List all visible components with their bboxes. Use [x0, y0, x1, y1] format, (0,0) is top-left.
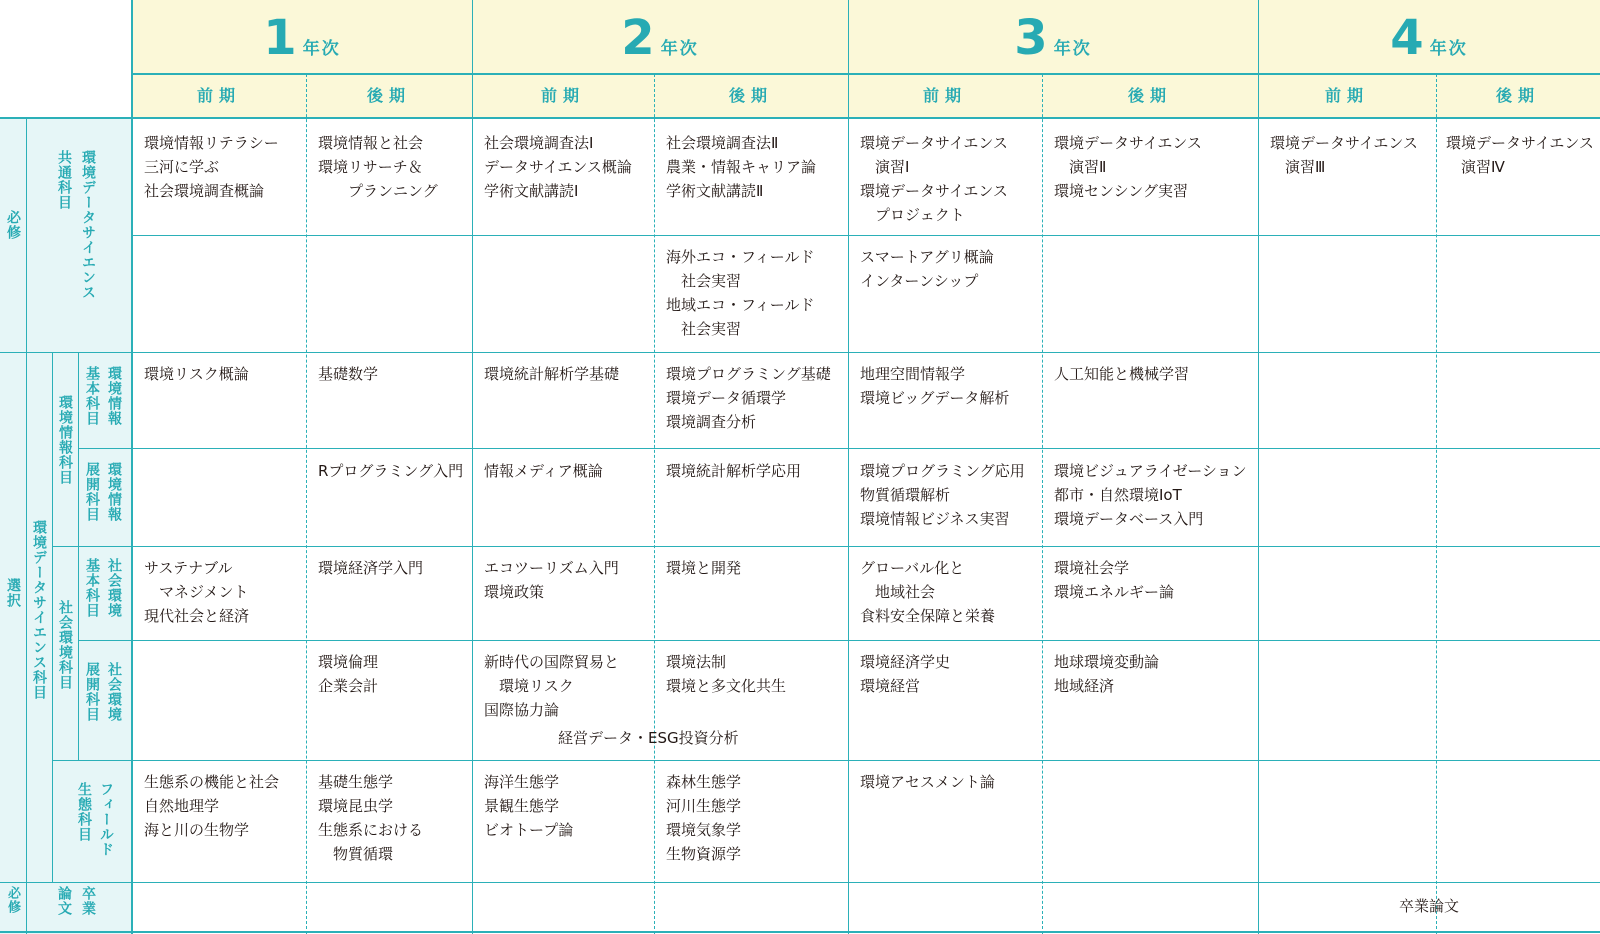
grid-line	[0, 931, 1600, 933]
grid-line	[132, 73, 1600, 75]
field-subject-label: 生態科目	[76, 782, 92, 842]
grid-line	[78, 448, 1600, 449]
course-cell: 環境倫理 企業会計	[318, 653, 379, 695]
course-cell: 環境プログラミング応用 物質循環解析 環境情報ビジネス実習	[860, 462, 1025, 528]
info-basic-label-b: 環境情報	[106, 366, 122, 426]
social-basic-label: 基本科目	[84, 558, 100, 618]
grid-line	[1436, 74, 1437, 934]
course-cell: 環境データサイエンス 演習Ⅳ	[1446, 134, 1594, 176]
grid-line	[78, 352, 79, 760]
course-cell: 環境経済学史 環境経営	[860, 653, 951, 695]
course-cell: 海外エコ・フィールド 社会実習 地域エコ・フィールド 社会実習	[666, 248, 815, 338]
required-bottom-label: 必修	[5, 886, 20, 914]
grid-line	[52, 760, 1600, 761]
grid-line	[26, 118, 27, 934]
year-3-label	[848, 8, 1258, 68]
year-number: 1	[263, 10, 297, 66]
year-2-label	[472, 8, 848, 68]
year-4-label	[1258, 8, 1600, 68]
course-cell: 環境情報と社会 環境リサーチ＆ プランニング	[318, 134, 438, 200]
thesis-cell: 卒業論文	[1398, 897, 1459, 915]
elective-group-label: 環境データサイエンス科目	[31, 520, 47, 700]
term-label: 前期	[1324, 86, 1369, 105]
course-cell: 環境社会学 環境エネルギー論	[1054, 559, 1175, 601]
year-suffix: 年次	[1429, 39, 1468, 59]
term-label: 前期	[196, 86, 241, 105]
course-cell: 環境と開発	[666, 559, 742, 577]
year-number: 2	[621, 10, 655, 66]
course-cell: 環境アセスメント論	[860, 773, 995, 791]
year-suffix: 年次	[302, 39, 341, 59]
course-cell: 環境情報リテラシー 三河に学ぶ 社会環境調査概論	[144, 134, 279, 200]
term-label: 後期	[1127, 86, 1172, 105]
year-number: 4	[1390, 10, 1424, 66]
social-advanced-label-b: 社会環境	[106, 662, 122, 722]
grid-line	[52, 546, 1600, 547]
course-cell: 環境ビジュアライゼーション 都市・自然環境IoT 環境データベース入門	[1054, 462, 1247, 528]
grid-line	[0, 352, 1600, 353]
course-cell: 環境データサイエンス 演習Ⅱ 環境センシング実習	[1054, 134, 1202, 200]
course-cell: 基礎数学	[318, 365, 379, 383]
grid-line	[0, 117, 1600, 119]
year-1-label	[132, 8, 472, 68]
social-basic-label-b: 社会環境	[106, 558, 122, 618]
course-cell: 地理空間情報学 環境ビッグデータ解析	[860, 365, 1010, 407]
thesis-label: 論文	[56, 886, 72, 916]
term-label: 後期	[366, 86, 411, 105]
course-cell: 環境統計解析学基礎	[484, 365, 620, 383]
course-cell: 地球環境変動論 地域経済	[1054, 653, 1160, 695]
course-cell: 人工知能と機械学習	[1054, 365, 1190, 383]
field-subject-label-b: フィールド	[98, 782, 114, 857]
course-cell: 生態系の機能と社会 自然地理学 海と川の生物学	[144, 773, 280, 839]
course-cell: 環境経済学入門	[318, 559, 424, 577]
course-cell: Rプログラミング入門	[318, 462, 464, 480]
course-cell: 環境統計解析学応用	[666, 462, 802, 480]
grid-line	[78, 640, 1600, 641]
course-cell: 環境データサイエンス 演習Ⅲ	[1270, 134, 1418, 176]
year-suffix: 年次	[1053, 39, 1092, 59]
elective-label: 選択	[5, 578, 21, 608]
term-label: 前期	[922, 86, 967, 105]
course-cell: 森林生態学 河川生態学 環境気象学 生物資源学	[666, 773, 742, 863]
social-advanced-label: 展開科目	[84, 662, 100, 722]
course-cell: グローバル化と 地域社会 食料安全保障と栄養	[860, 559, 996, 625]
course-cell: 基礎生態学 環境昆虫学 生態系における 物質循環	[318, 773, 424, 863]
year-number: 3	[1014, 10, 1048, 66]
term-label: 前期	[540, 86, 585, 105]
course-cell: 環境法制 環境と多文化共生	[666, 653, 787, 695]
course-cell: 社会環境調査法Ⅰ データサイエンス概論 学術文献講読Ⅰ	[484, 134, 632, 200]
social-group-label: 社会環境科目	[57, 600, 73, 690]
grid-line	[1042, 74, 1043, 934]
required-label: 必修	[5, 210, 21, 240]
grid-line	[52, 352, 53, 882]
course-cell: エコツーリズム入門 環境政策	[484, 559, 619, 601]
course-cell: 環境リスク概論	[144, 365, 249, 383]
grid-line	[0, 882, 1600, 883]
term-label: 後期	[1495, 86, 1540, 105]
info-group-label: 環境情報科目	[57, 395, 73, 485]
grid-line	[1258, 0, 1259, 934]
thesis-label-b: 卒業	[80, 886, 96, 916]
info-advanced-label: 展開科目	[84, 462, 100, 522]
common-subject-label-b: 環境データサイエンス	[80, 150, 96, 300]
term-label: 後期	[728, 86, 773, 105]
grid-line	[132, 235, 1600, 236]
grid-line	[654, 74, 655, 934]
course-cell: 新時代の国際貿易と 環境リスク 国際協力論	[484, 653, 620, 719]
course-cell: 社会環境調査法Ⅱ 農業・情報キャリア論 学術文献講読Ⅱ	[666, 134, 817, 200]
common-subject-label: 共通科目	[56, 150, 72, 210]
course-cell: 環境プログラミング基礎 環境データ循環学 環境調査分析	[666, 365, 831, 431]
info-advanced-label-b: 環境情報	[106, 462, 122, 522]
grid-line	[848, 0, 849, 934]
info-basic-label: 基本科目	[84, 366, 100, 426]
grid-line	[131, 0, 133, 934]
course-cell: 環境データサイエンス 演習Ⅰ 環境データサイエンス プロジェクト	[860, 134, 1008, 224]
course-cell: 情報メディア概論	[484, 462, 603, 480]
grid-line	[306, 74, 307, 934]
spanning-course-cell: 経営データ・ESG投資分析	[558, 729, 739, 747]
course-cell: スマートアグリ概論 インターンシップ	[860, 248, 994, 290]
course-cell: 海洋生態学 景観生態学 ビオトープ論	[484, 773, 574, 839]
course-cell: サステナブル マネジメント 現代社会と経済	[144, 559, 250, 625]
grid-line	[472, 0, 473, 934]
year-suffix: 年次	[660, 39, 699, 59]
